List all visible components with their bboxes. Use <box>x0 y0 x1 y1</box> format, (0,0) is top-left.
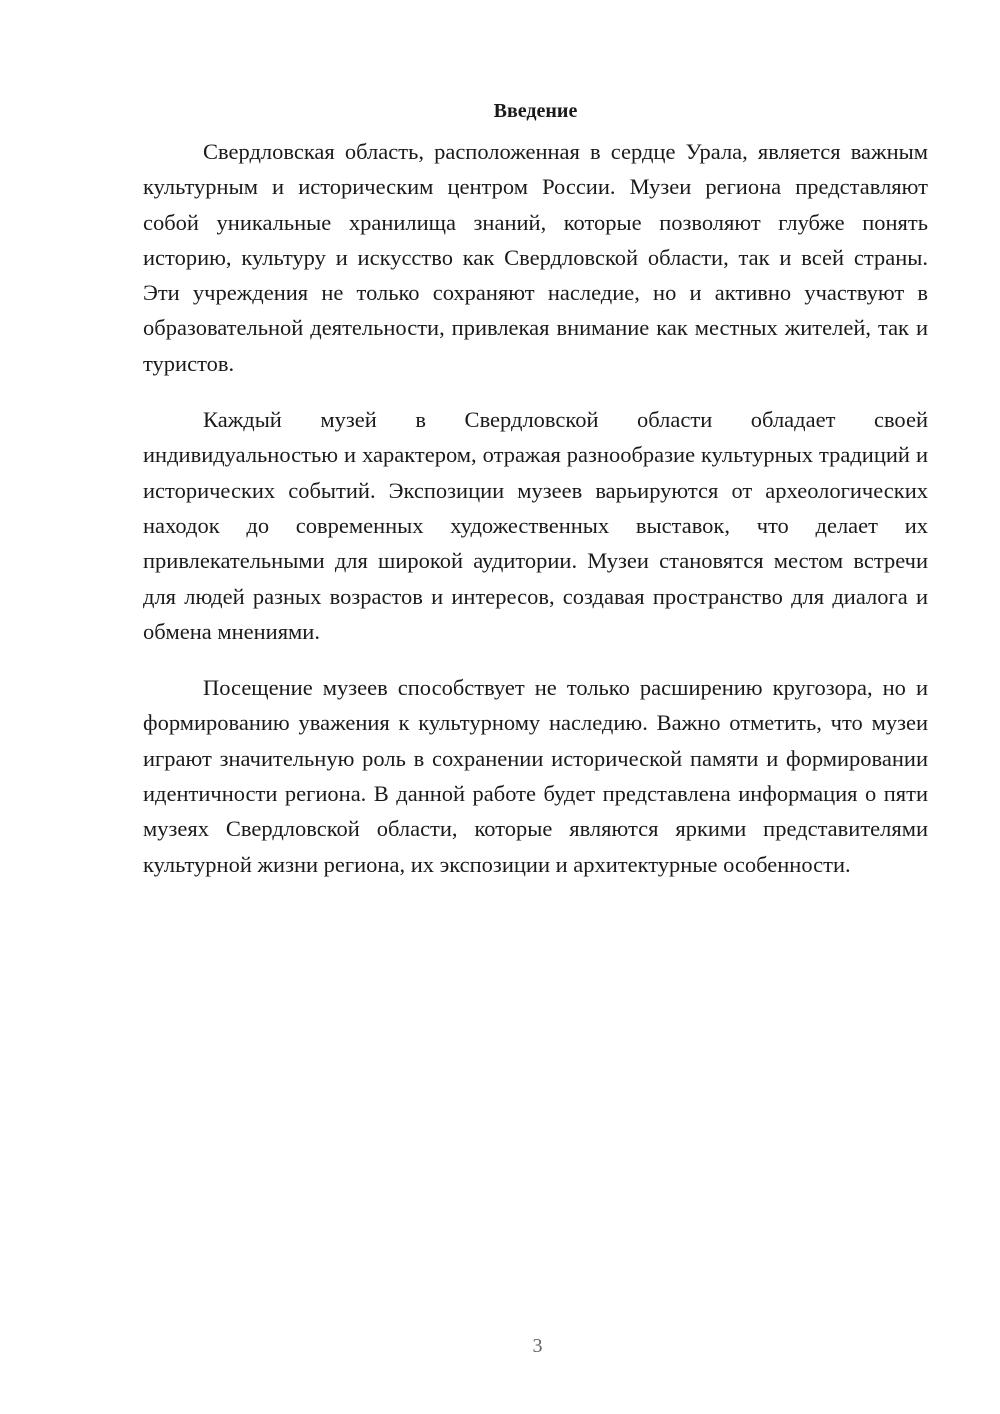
paragraph-2: Каждый музей в Свердловской области обладает своей индивидуальностью и характером, отражая разнообразие культурных традиций и исторических событий. Экспозиции музеев варьируются от археологических находок до современных художественных выставок, что делает их привлекательными для широкой аудитории. Музеи становятся местом встречи для людей разных возрастов и интересов, создавая пространство для диалога и обмена мнениями. <box>143 407 928 644</box>
paragraph-1: Свердловская область, расположенная в сердце Урала, является важным культурным и историческим центром России. Музеи региона представляют собой уникальные хранилища знаний, которые позволяют глубже понять историю, культуру и искусство как Свердловской области, так и всей страны. Эти учреждения не только сохраняют наследие, но и активно участвуют в образовательной деятельности, привлекая внимание как местных жителей, так и туристов. <box>143 139 928 376</box>
paragraph-3: Посещение музеев способствует не только расширению кругозора, но и формированию уважения к культурному наследию. Важно отметить, что музеи играют значительную роль в сохранении исторической памяти и формировании идентичности региона. В данной работе будет представлена информация о пяти музеях Свердловской области, которые являются яркими представителями культурной жизни региона, их экспозиции и архитектурные особенности. <box>143 675 928 877</box>
section-title: Введение <box>493 100 578 122</box>
page-number: 3 <box>532 1335 543 1357</box>
page-content <box>143 96 928 903</box>
